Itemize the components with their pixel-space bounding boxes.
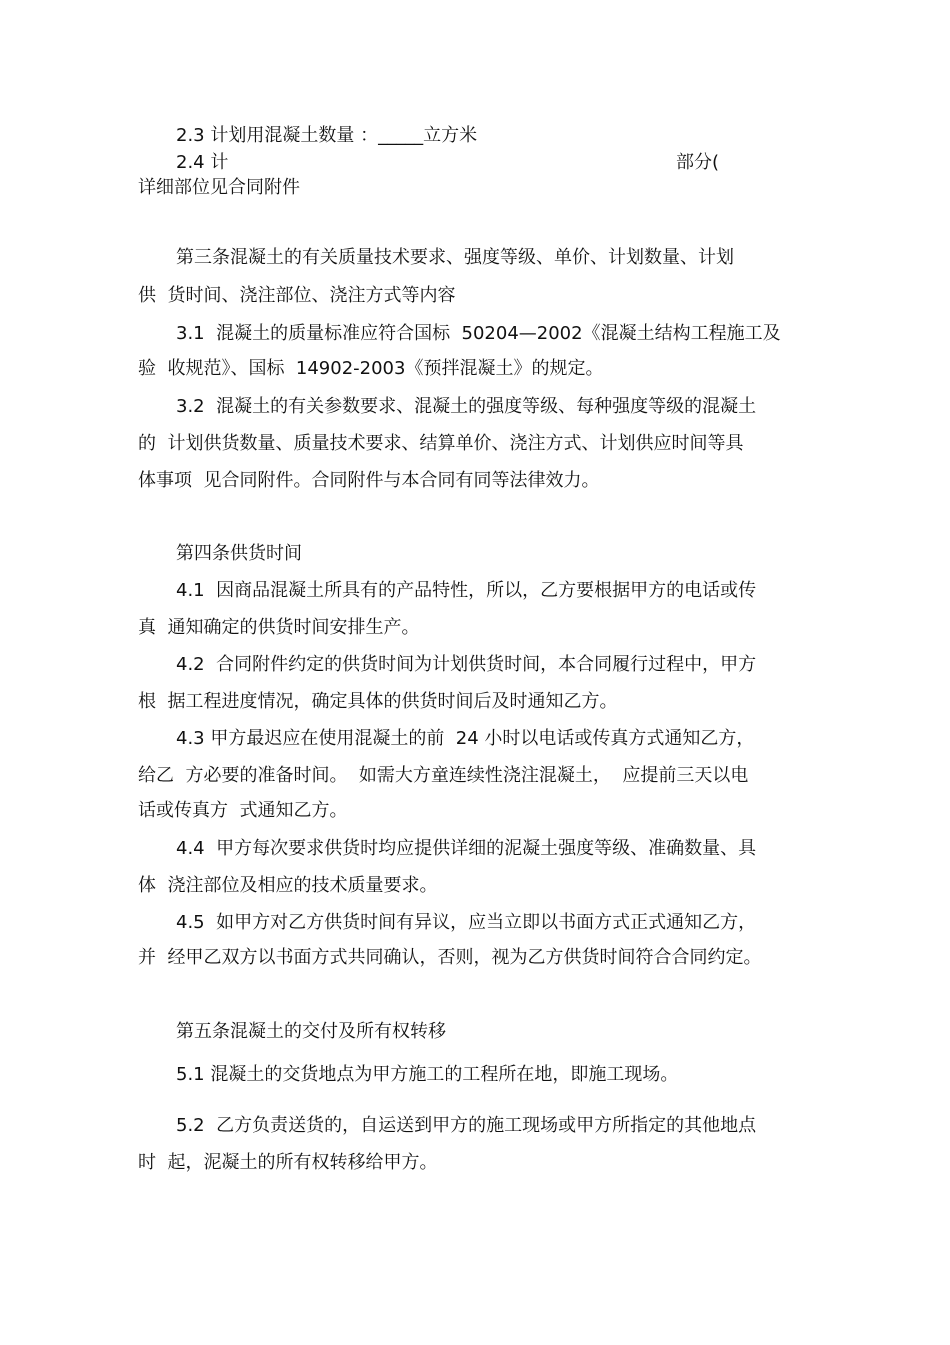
clause-2-4-start: 2.4 计 xyxy=(176,152,229,173)
clause-3-2: 3.2 混凝土的有关参数要求、混凝土的强度等级、每种强度等级的混凝土 xyxy=(176,396,757,417)
clause-5-2-continued: 时 起，泥凝土的所有权转移给甲方。 xyxy=(138,1152,438,1173)
clause-4-3: 4.3 甲方最迟应在使用混凝土的前 24 小时以电话或传真方式通知乙方， xyxy=(176,728,755,749)
article-4-heading: 第四条供货时间 xyxy=(176,543,302,564)
clause-4-2: 4.2 合同附件约定的供货时间为计划供货时间，本合同履行过程中，甲方 xyxy=(176,654,757,675)
clause-2-3: 2.3 计划用混凝土数量 ：_____立方米 xyxy=(176,125,478,146)
clause-4-3-continued-2: 话或传真方 式通知乙方。 xyxy=(138,800,348,821)
clause-3-1-continued: 验 收规范》、国标 14902-2003《预拌混凝土》的规定。 xyxy=(138,358,604,379)
clause-4-3-continued-1: 给乙 方必要的准备时间。 如需大方童连续性浇注混凝土， 应提前三天以电 xyxy=(138,765,749,786)
clause-2-4-end: 部分( xyxy=(676,152,720,173)
clause-4-4: 4.4 甲方每次要求供货时均应提供详细的泥凝土强度等级、准确数量、具 xyxy=(176,838,757,859)
clause-5-2: 5.2 乙方负责送货的，自运送到甲方的施工现场或甲方所指定的其他地点 xyxy=(176,1115,757,1136)
clause-4-5: 4.5 如甲方对乙方供货时间有异议，应当立即以书面方式正式通知乙方， xyxy=(176,912,757,933)
clause-3-2-continued-2: 体事项 见合同附件。合同附件与本合同有同等法律效力。 xyxy=(138,470,600,491)
clause-4-2-continued: 根 据工程进度情况，确定具体的供货时间后及时通知乙方。 xyxy=(138,691,618,712)
clause-3-2-continued-1: 的 计划供货数量、质量技术要求、结算单价、浇注方式、计划供应时间等具 xyxy=(138,433,744,454)
clause-4-1-continued: 真 通知确定的供货时间安排生产。 xyxy=(138,617,420,638)
clause-5-1: 5.1 混凝土的交货地点为甲方施工的工程所在地，即施工现场。 xyxy=(176,1064,679,1085)
clause-4-4-continued: 体 浇注部位及相应的技术质量要求。 xyxy=(138,875,438,896)
article-3-heading-continued: 供 货时间、浇注部位、浇注方式等内容 xyxy=(138,285,456,306)
article-5-heading: 第五条混凝土的交付及所有权转移 xyxy=(176,1021,446,1042)
article-3-heading: 第三条混凝土的有关质量技术要求、强度等级、单价、计划数量、计划 xyxy=(176,247,734,268)
clause-3-1: 3.1 混凝土的质量标准应符合国标 50204—2002《混凝土结构工程施工及 xyxy=(176,323,781,344)
clause-2-4-continued: 详细部位见合同附件 xyxy=(138,177,300,198)
clause-4-5-continued: 并 经甲乙双方以书面方式共同确认，否则，视为乙方供货时间符合合同约定。 xyxy=(138,947,762,968)
clause-4-1: 4.1 因商品混凝土所具有的产品特性，所以，乙方要根据甲方的电话或传 xyxy=(176,580,757,601)
